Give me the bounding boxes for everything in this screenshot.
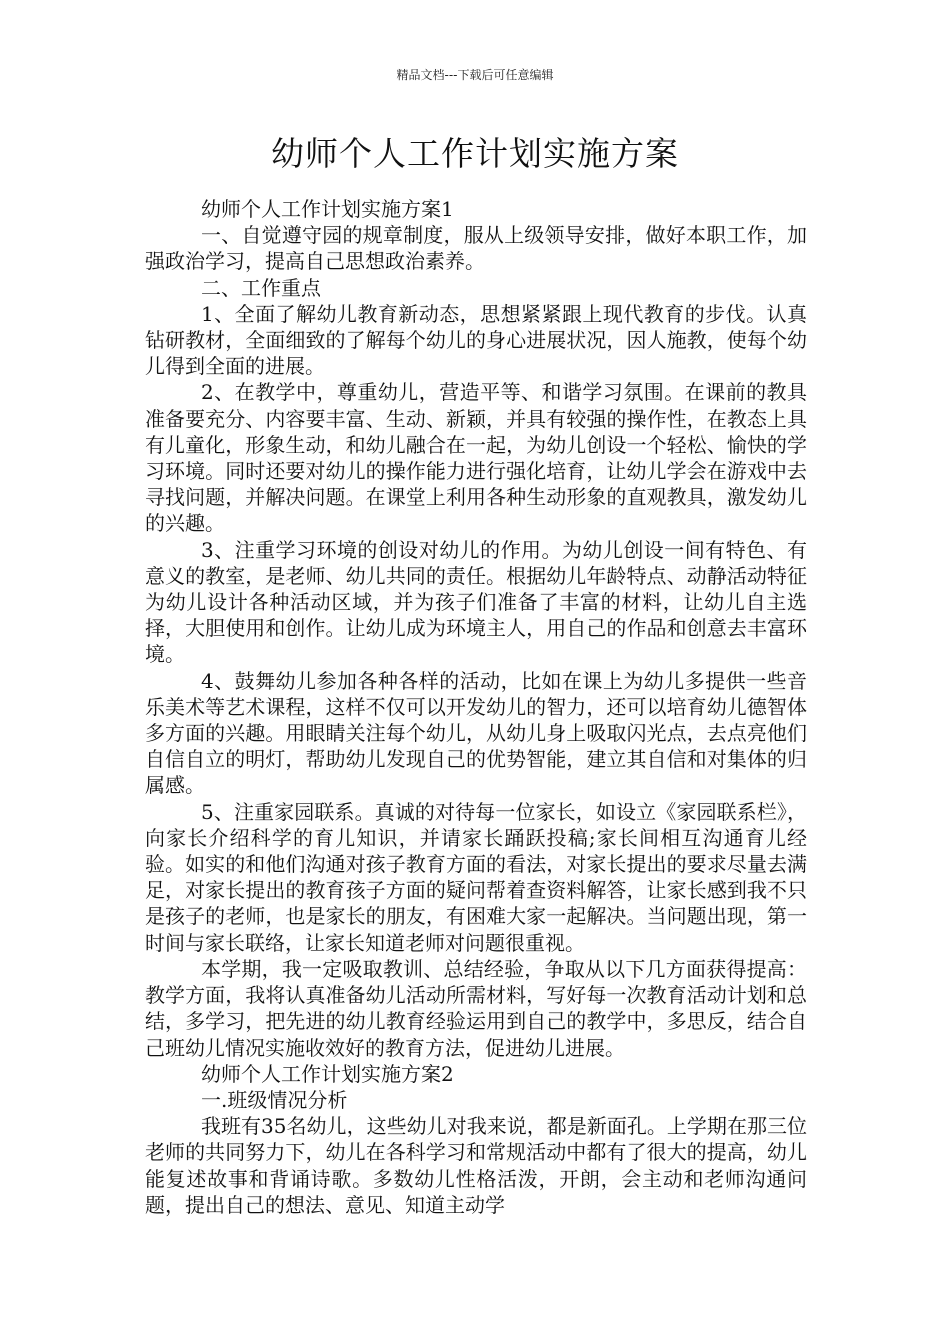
section-heading-plan-2: 幼师个人工作计划实施方案2 [201,1061,454,1086]
document-body [145,196,807,1218]
paragraph-class-analysis: 我班有35名幼儿，这些幼儿对我来说，都是新面孔。上学期在那三位老师的共同努力下，幼儿在各科学习和常规活动中都有了很大的提高，幼儿能复述故事和背诵诗歌。多数幼儿性格活泼，开朗，会主动和老师沟通问题，提出自己的想法、意见、知道主动学 [145,1114,807,1217]
paragraph-semester-summary: 本学期，我一定吸取教训、总结经验，争取从以下几方面获得提高：教学方面，我将认真准备幼儿活动所需材料，写好每一次教育活动计划和总结，多学习，把先进的幼儿教育经验运用到自己的教学中，多思反，结合自己班幼儿情况实施收效好的教育方法，促进幼儿进展。 [145,956,807,1060]
page-header-note: 精品文档---下载后可任意编辑 [396,68,554,82]
document-title: 幼师个人工作计划实施方案 [271,134,679,173]
section-heading-plan-1: 幼师个人工作计划实施方案1 [201,197,454,221]
paragraph-item-2: 2、在教学中，尊重幼儿，营造平等、和谐学习氛围。在课前的教具准备要充分、内容要丰富、生动、新颖，并具有较强的操作性，在教态上具有儿童化，形象生动，和幼儿融合在一起，为幼儿创设一个轻松、愉快的学习环境。同时还要对幼儿的操作能力进行强化培育，让幼儿学会在游戏中去寻找问题，并解决问题。在课堂上利用各种生动形象的直观教具，激发幼儿的兴趣。 [145,380,807,536]
paragraph-item-3: 3、注重学习环境的创设对幼儿的作用。为幼儿创设一间有特色、有意义的教室，是老师、幼儿共同的责任。根据幼儿年龄特点、动静活动特征为幼儿设计各种活动区域，并为孩子们准备了丰富的材料，让幼儿自主选择，大胆使用和创作。让幼儿成为环境主人，用自己的作品和创意去丰富环境。 [145,537,807,667]
paragraph-discipline: 一、自觉遵守园的规章制度，服从上级领导安排，做好本职工作，加强政治学习，提高自己思想政治素养。 [145,223,807,274]
section-heading-class-analysis: 一.班级情况分析 [201,1087,348,1112]
section-heading-work-focus: 二、工作重点 [201,275,321,300]
paragraph-item-1: 1、全面了解幼儿教育新动态，思想紧紧跟上现代教育的步伐。认真钻研教材，全面细致的了解每个幼儿的身心进展状况，因人施教，使每个幼儿得到全面的进展。 [145,301,807,379]
paragraph-item-4: 4、鼓舞幼儿参加各种各样的活动，比如在课上为幼儿多提供一些音乐美术等艺术课程，这样不仅可以开发幼儿的智力，还可以培育幼儿德智体多方面的兴趣。用眼睛关注每个幼儿，从幼儿身上吸取闪光点，去点亮他们自信自立的明灯，帮助幼儿发现自己的优势智能，建立其自信和对集体的归属感。 [145,668,807,798]
paragraph-item-5: 5、注重家园联系。真诚的对待每一位家长，如设立《家园联系栏》，向家长介绍科学的育儿知识，并请家长踊跃投稿;家长间相互沟通育儿经验。如实的和他们沟通对孩子教育方面的看法，对家长提出的要求尽量去满足，对家长提出的教育孩子方面的疑问帮着查资料解答，让家长感到我不只是孩子的老师，也是家长的朋友，有困难大家一起解决。当问题出现，第一时间与家长联络，让家长知道老师对问题很重视。 [145,799,807,955]
